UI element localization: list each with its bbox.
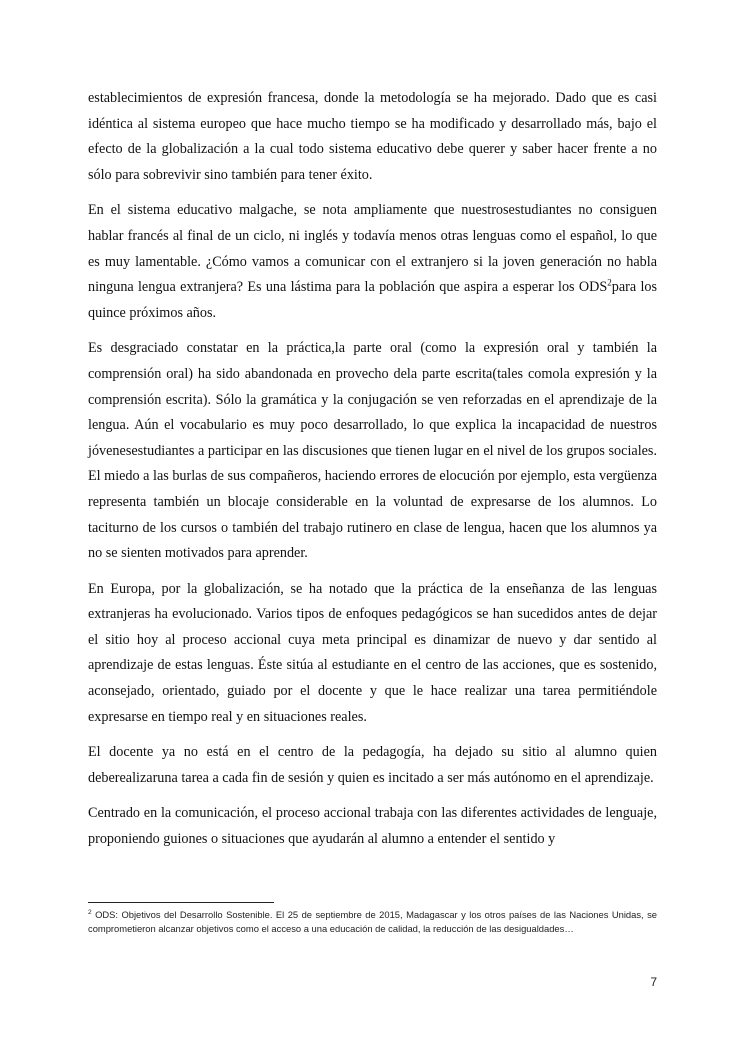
body-text [88, 86, 657, 863]
paragraph-4: En Europa, por la globalización, se ha notado que la práctica de la enseñanza de las lenguas extranjeras ha evolucionado. Varios tipos de enfoques pedagógicos se han sucedidos antes de dejar el sitio hoy al proceso accional cuya meta principal es dinamizar de nuevo y dar sentido al aprendizaje de estas lenguas. Éste sitúa al estudiante en el centro de las acciones, que es sostenido, aconsejado, orientado, guiado por el docente y que le hace realizar una tarea permitiéndole expresarse en tiempo real y en situaciones reales. [88, 580, 657, 725]
paragraph-2-text: En el sistema educativo malgache, se nota ampliamente que nuestrosestudiantes no consiguen hablar francés al final de un ciclo, ni inglés y todavía menos otras lenguas como el español, lo que es muy lamentable. ¿Cómo vamos a comunicar con el extranjero si la joven generación no habla ninguna lengua extranjera? Es una lástima para la población que aspira a esperar los ODS [88, 202, 657, 296]
page-number: 7 [650, 975, 657, 989]
footnote-separator [88, 902, 274, 903]
paragraph-2-text-end: para los quince próximos años. [88, 279, 657, 321]
footnote-text: ODS: Objetivos del Desarrollo Sostenible. El 25 de septiembre de 2015, Madagascar y los otros países de las Naciones Unidas, se comprometieron alcanzar objetivos como el acceso a una educación de calidad, la reducción de las desigualdades… [88, 909, 657, 935]
paragraph-5: El docente ya no está en el centro de la pedagogía, ha dejado su sitio al alumno quien deberealizaruna tarea a cada fin de sesión y quien es incitado a ser más autónomo en el aprendizaje. [88, 744, 657, 786]
footnote [88, 908, 657, 937]
footnote-marker: 2 [88, 908, 92, 916]
paragraph-3: Es desgraciado constatar en la práctica,la parte oral (como la expresión oral y también la comprensión oral) ha sido abandonada en provecho dela parte escrita(tales comola expresión y la comprensión escrita). Sólo la gramática y la conjugación se ven reforzadas en el aprendizaje de la lengua. Aún el vocabulario es muy poco desarrollado, lo que explica la incapacidad de nuestros jóvenesestudiantes a participar en las discusiones que tienen lugar en el nivel de los grupos sociales. El miedo a las burlas de sus compañeros, haciendo errores de elocución por ejemplo, esta vergüenza representa también un blocaje considerable en la voluntad de expresarse de los alumnos. Lo taciturno de los cursos o también del trabajo rutinero en clase de lengua, hacen que los alumnos ya no se sienten motivados para aprender. [88, 340, 658, 562]
footnote-reference: 2 [607, 277, 612, 288]
paragraph-6: Centrado en la comunicación, el proceso accional trabaja con las diferentes actividades de lenguaje, proponiendo guiones o situaciones que ayudarán al alumno a entender el sentido y [88, 805, 657, 848]
paragraph-2 [88, 198, 657, 326]
paragraph-1: establecimientos de expresión francesa, donde la metodología se ha mejorado. Dado que es casi idéntica al sistema europeo que hace mucho tiempo se ha modificado y desarrollado más, bajo el efecto de la globalización a la cual todo sistema educativo debe querer y saber hacer frente a no sólo para sobrevivir sino también para tener éxito. [88, 90, 657, 183]
